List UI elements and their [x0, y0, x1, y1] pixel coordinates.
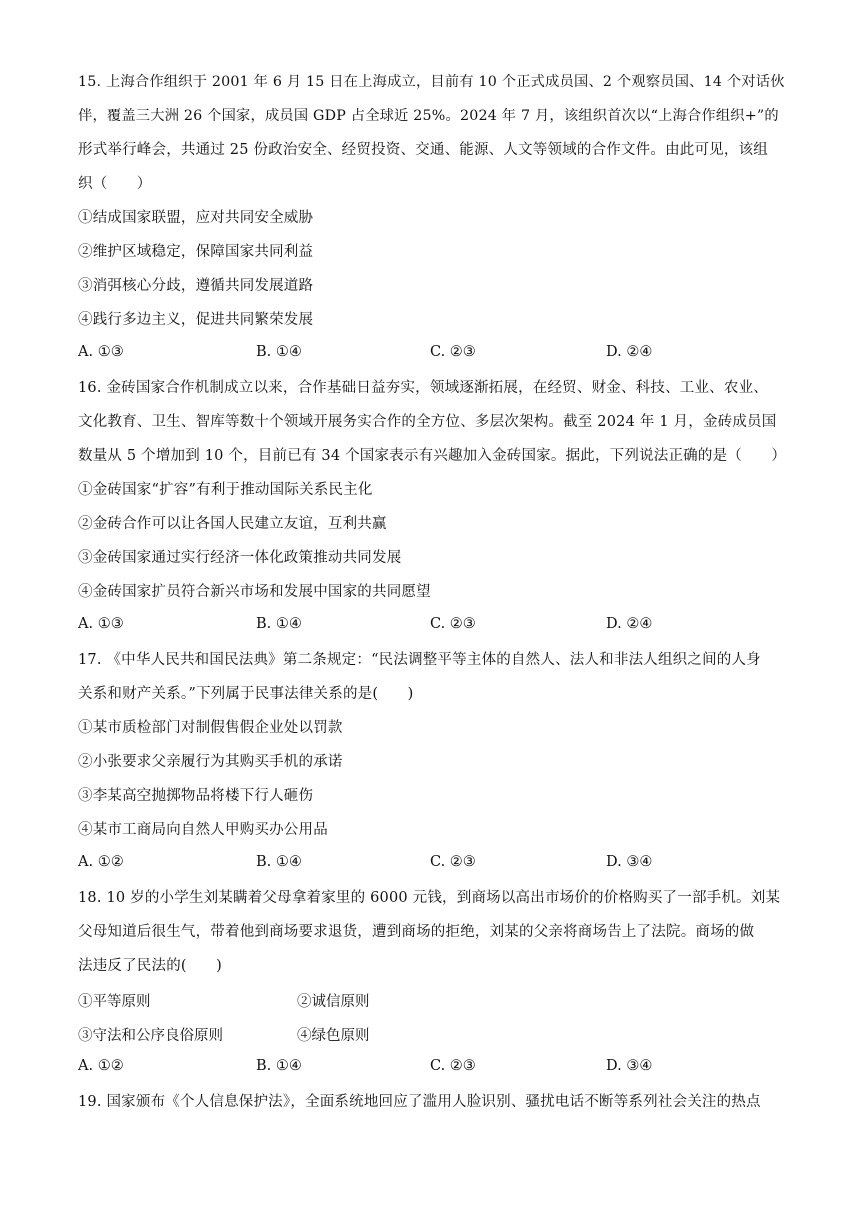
q15-option-b[interactable]: B. ①④ [256, 344, 302, 360]
q16-stem-line-3: 数量从 5 个增加到 10 个，目前已有 34 个国家表示有兴趣加入金砖国家。据此，下列说法正确的是（ ） [78, 448, 787, 464]
q17-option-b[interactable]: B. ①④ [256, 854, 302, 870]
q18-option-b[interactable]: B. ①④ [256, 1058, 302, 1074]
q16-statement-2: ②金砖合作可以让各国人民建立友谊，互利共赢 [78, 516, 387, 532]
q16-statement-1: ①金砖国家“扩容”有利于推动国际关系民主化 [78, 482, 373, 498]
q17-stem-line-2: 关系和财产关系。”下列属于民事法律关系的是( ) [78, 686, 414, 702]
q18-options [78, 1058, 788, 1078]
q17-statement-1: ①某市质检部门对制假售假企业处以罚款 [78, 720, 343, 736]
q18-option-c[interactable]: C. ②③ [430, 1058, 476, 1074]
q17-option-c[interactable]: C. ②③ [430, 854, 476, 870]
q18-option-a[interactable]: A. ①② [78, 1058, 124, 1074]
q18-stem-line-3: 法违反了民法的( ) [78, 958, 223, 974]
q17-statement-2: ②小张要求父亲履行为其购买手机的承诺 [78, 754, 343, 770]
q16-option-d[interactable]: D. ②④ [606, 616, 653, 632]
q16-option-b[interactable]: B. ①④ [256, 616, 302, 632]
q15-statement-3: ③消弭核心分歧，遵循共同发展道路 [78, 278, 314, 294]
q15-stem-line-3: 形式举行峰会，共通过 25 份政治安全、经贸投资、交通、能源、人文等领域的合作文件。由此可见，该组 [78, 142, 768, 158]
q16-options [78, 616, 788, 636]
q15-stem-line-4: 织（ ） [78, 176, 152, 192]
q18-statement-4: ④绿色原则 [297, 1028, 370, 1044]
q15-statement-2: ②维护区域稳定，保障国家共同利益 [78, 244, 314, 260]
q18-statements-row-2 [78, 1024, 788, 1044]
q15-stem-line-1: 15. 上海合作组织于 2001 年 6 月 15 日在上海成立，目前有 10 个正式成员国、2 个观察员国、14 个对话伙 [78, 74, 785, 90]
q18-statement-2: ②诚信原则 [297, 994, 370, 1010]
q19-stem-line-1: 19. 国家颁布《个人信息保护法》，全面系统地回应了滥用人脸识别、骚扰电话不断等系列社会关注的热点 [78, 1094, 761, 1110]
q18-statement-3: ③守法和公序良俗原则 [78, 1028, 223, 1044]
q16-option-a[interactable]: A. ①③ [78, 616, 124, 632]
q15-option-d[interactable]: D. ②④ [606, 344, 653, 360]
q15-option-c[interactable]: C. ②③ [430, 344, 476, 360]
q18-stem-line-1: 18. 10 岁的小学生刘某瞒着父母拿着家里的 6000 元钱，到商场以高出市场价的价格购买了一部手机。刘某 [78, 890, 781, 906]
q15-options [78, 344, 788, 364]
q16-statement-3: ③金砖国家通过实行经济一体化政策推动共同发展 [78, 550, 402, 566]
q18-statement-1: ①平等原则 [78, 994, 151, 1010]
q16-stem-line-1: 16. 金砖国家合作机制成立以来，合作基础日益夯实，领域逐渐拓展，在经贸、财金、科技、工业、农业、 [78, 380, 768, 396]
q18-option-d[interactable]: D. ③④ [606, 1058, 653, 1074]
q15-statement-4: ④践行多边主义，促进共同繁荣发展 [78, 312, 314, 328]
q18-stem-line-2: 父母知道后很生气，带着他到商场要求退货，遭到商场的拒绝，刘某的父亲将商场告上了法院。商场的做 [78, 924, 755, 940]
q15-stem-line-2: 伴，覆盖三大洲 26 个国家，成员国 GDP 占全球近 25%。2024 年 7 月，该组织首次以“上海合作组织+”的 [78, 108, 779, 124]
q15-statement-1: ①结成国家联盟，应对共同安全威胁 [78, 210, 314, 226]
q17-statement-4: ④某市工商局向自然人甲购买办公用品 [78, 822, 328, 838]
q15-option-a[interactable]: A. ①③ [78, 344, 124, 360]
q18-statements-row-1 [78, 990, 788, 1010]
q17-stem-line-1: 17. 《中华人民共和国民法典》第二条规定：“民法调整平等主体的自然人、法人和非法人组织之间的人身 [78, 652, 761, 668]
q17-options [78, 854, 788, 874]
q16-stem-line-2: 文化教育、卫生、智库等数十个领域开展务实合作的全方位、多层次架构。截至 2024 年 1 月，金砖成员国 [78, 414, 777, 430]
q16-option-c[interactable]: C. ②③ [430, 616, 476, 632]
q16-statement-4: ④金砖国家扩员符合新兴市场和发展中国家的共同愿望 [78, 584, 431, 600]
q17-option-d[interactable]: D. ③④ [606, 854, 653, 870]
q17-option-a[interactable]: A. ①② [78, 854, 124, 870]
q17-statement-3: ③李某高空抛掷物品将楼下行人砸伤 [78, 788, 314, 804]
